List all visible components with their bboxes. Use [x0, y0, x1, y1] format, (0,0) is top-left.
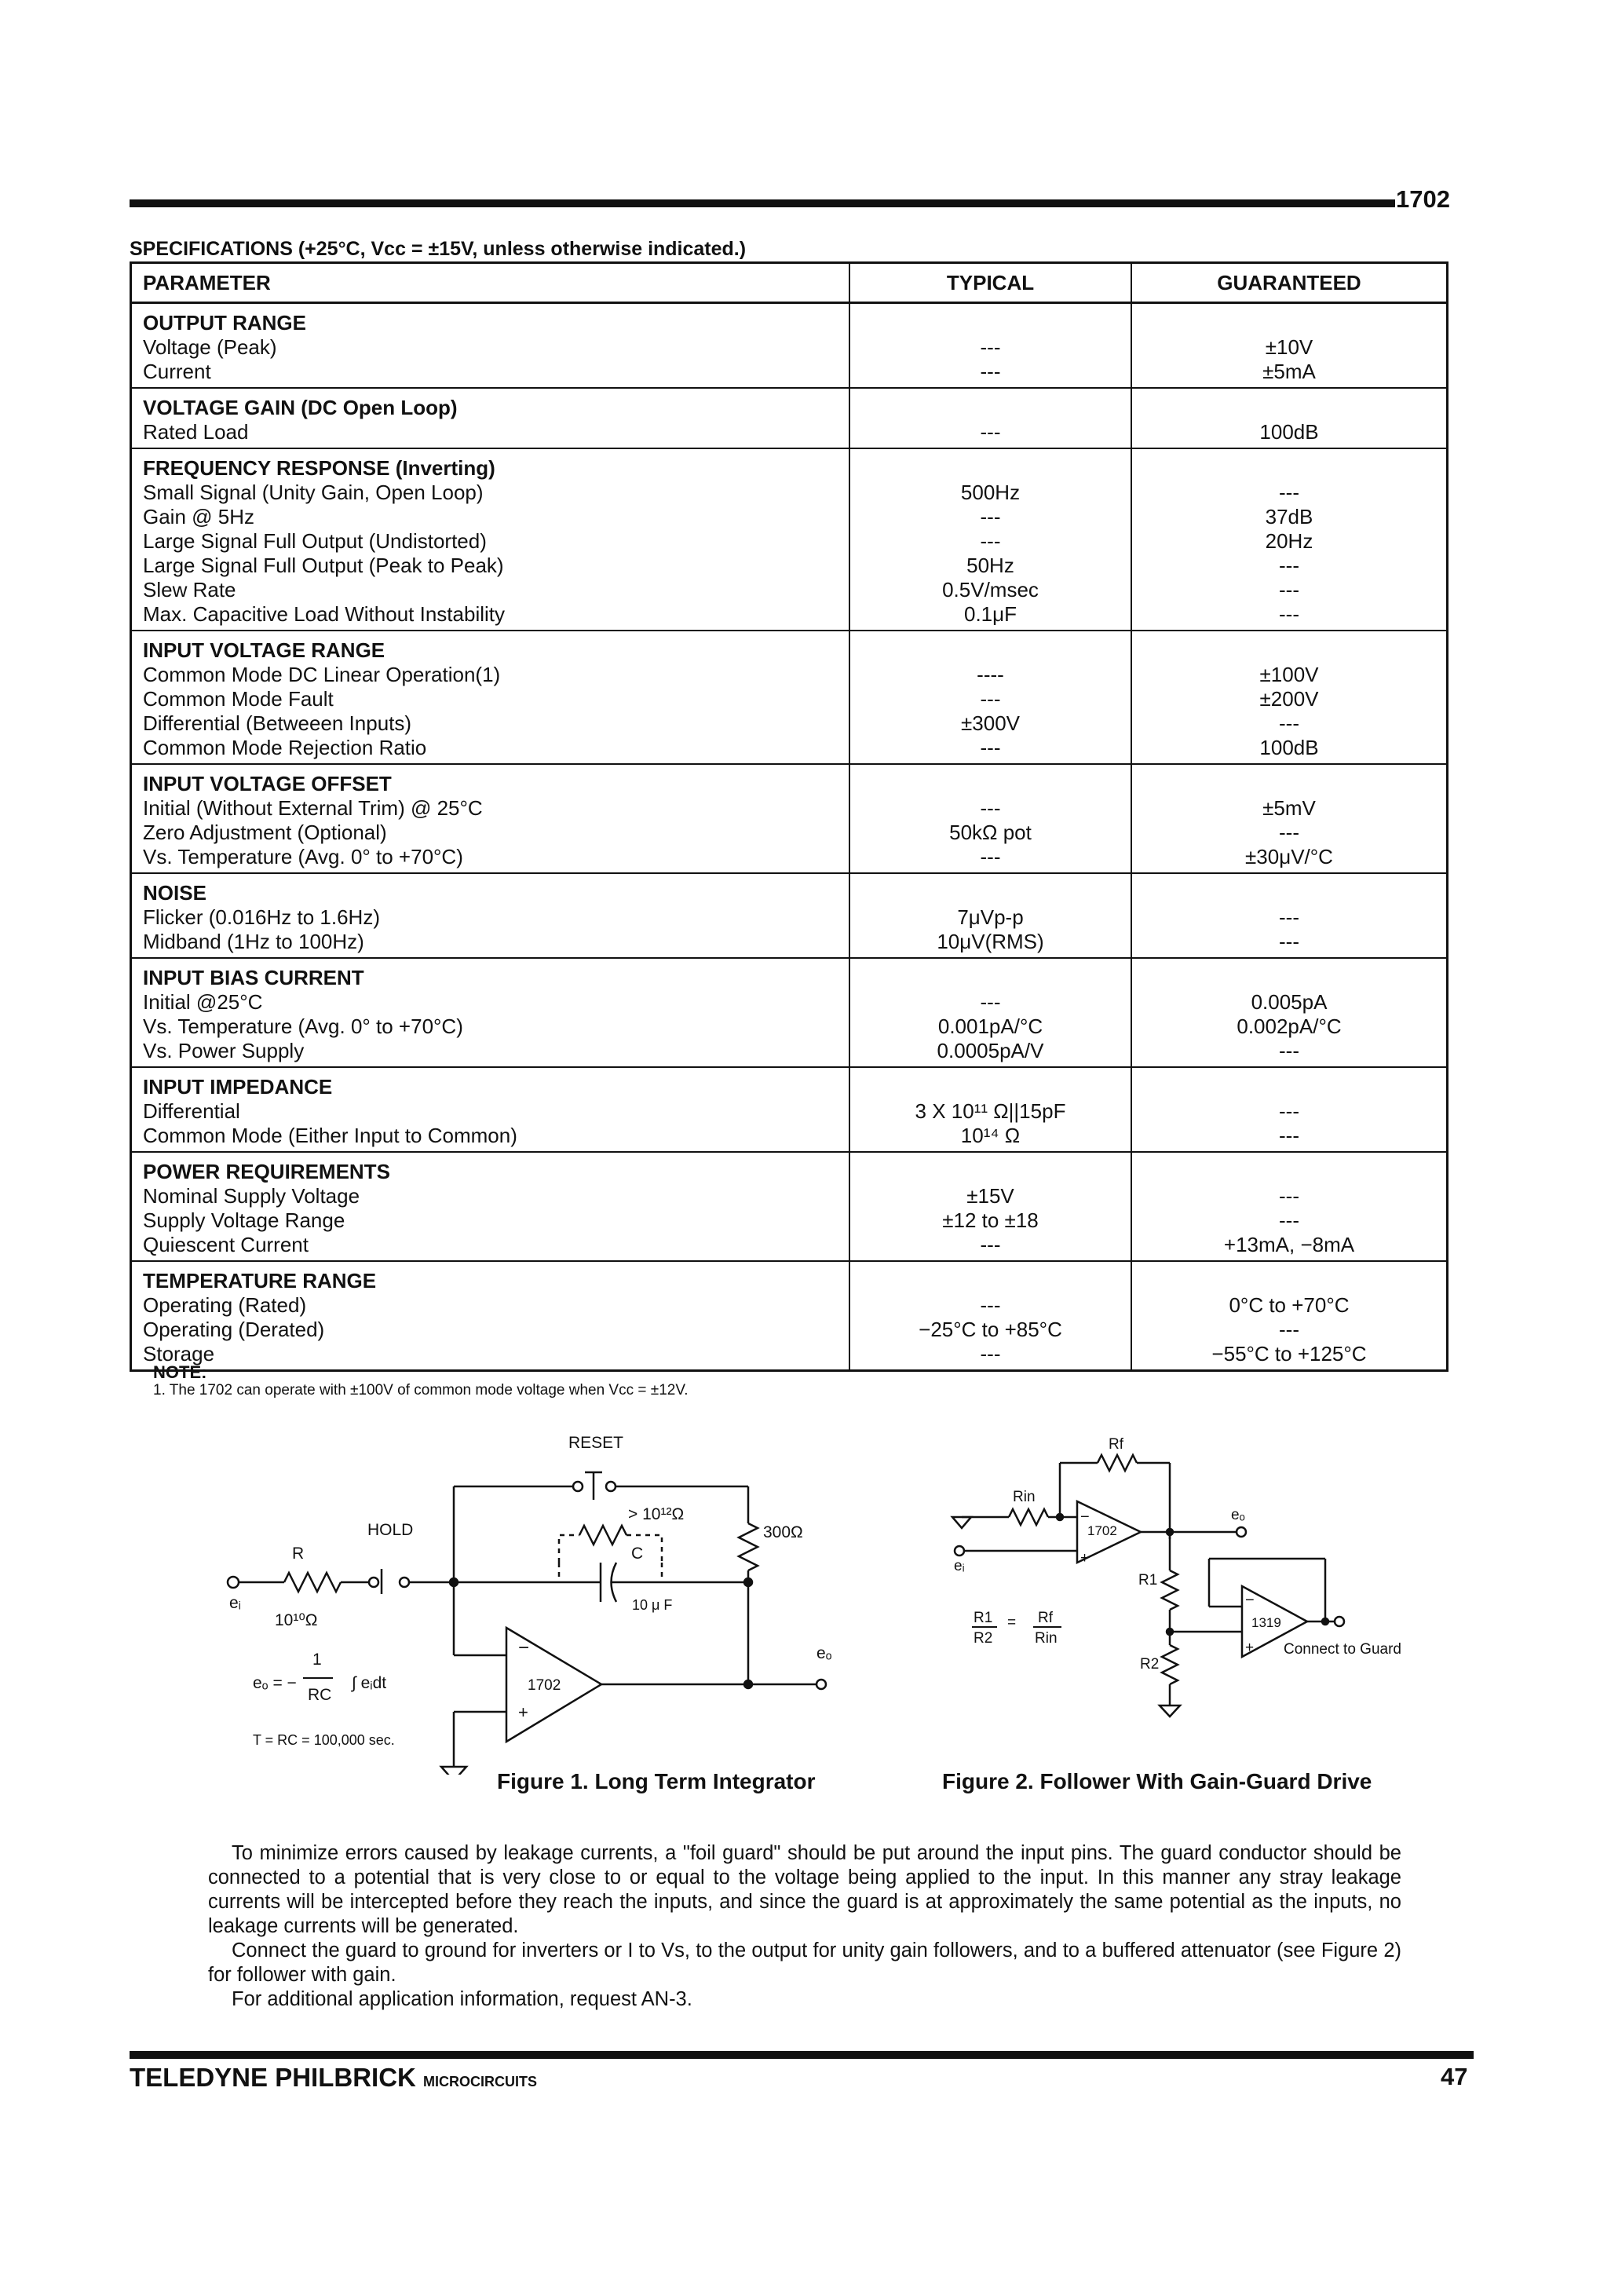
fig1-eq-lhs: eₒ = − — [253, 1674, 297, 1692]
spec-guaranteed-cell — [1132, 449, 1446, 630]
spec-section — [132, 631, 1446, 765]
spec-section-title: NOISE — [143, 881, 206, 905]
spec-param-cell — [132, 1068, 850, 1151]
spec-typical: 50kΩ pot — [949, 821, 1032, 844]
spec-section-title: TEMPERATURE RANGE — [143, 1269, 377, 1292]
fig1-reset-label: RESET — [568, 1434, 624, 1452]
spec-guaranteed: ±5mV — [1262, 796, 1316, 820]
fig1-r-label: R — [292, 1545, 305, 1563]
spec-section-title: INPUT VOLTAGE OFFSET — [143, 772, 392, 795]
spacer — [850, 456, 1131, 481]
spec-param: Gain @ 5Hz — [143, 505, 254, 528]
fig2-amp2: 1319 — [1251, 1615, 1281, 1630]
fig1-plus: + — [518, 1702, 528, 1722]
spec-guaranteed: --- — [1279, 1124, 1299, 1147]
spec-guaranteed: ±5mA — [1262, 360, 1316, 383]
spec-section-title: OUTPUT RANGE — [143, 311, 306, 335]
spacer — [1132, 772, 1446, 796]
spec-typical: ---- — [977, 663, 1004, 686]
spec-typical: 0.1μF — [963, 602, 1017, 626]
spec-typical: --- — [980, 1293, 1001, 1317]
spacer — [850, 1075, 1131, 1099]
spec-typical: 0.001pA/°C — [937, 1015, 1043, 1038]
fig1-ei: eᵢ — [229, 1594, 241, 1612]
fig2-rin: Rin — [1013, 1489, 1036, 1505]
spec-section-title: INPUT BIAS CURRENT — [143, 966, 364, 989]
spec-typical-cell — [850, 1262, 1132, 1369]
spacer — [1132, 311, 1446, 335]
spacer — [1132, 1160, 1446, 1184]
body-text — [208, 1841, 1401, 2012]
spec-guaranteed: ±100V — [1259, 663, 1319, 686]
fig1-amp: 1702 — [528, 1677, 561, 1694]
spec-guaranteed: --- — [1279, 905, 1299, 929]
spec-table-header — [132, 264, 1446, 304]
spec-param-cell — [132, 389, 850, 448]
spec-param: Common Mode Rejection Ratio — [143, 736, 427, 759]
spec-typical-cell — [850, 389, 1132, 448]
spec-typical: --- — [980, 420, 1001, 444]
spec-guaranteed: --- — [1279, 1039, 1299, 1062]
spec-section-title: FREQUENCY RESPONSE (Inverting) — [143, 456, 495, 480]
spacer — [850, 638, 1131, 663]
spec-param: Large Signal Full Output (Peak to Peak) — [143, 554, 504, 577]
spec-guaranteed: ±30μV/°C — [1245, 845, 1333, 868]
spec-guaranteed: --- — [1279, 1318, 1299, 1341]
spec-param: Common Mode (Either Input to Common) — [143, 1124, 517, 1147]
spec-section — [132, 874, 1446, 959]
spec-guaranteed: 100dB — [1259, 736, 1319, 759]
spec-table — [130, 261, 1448, 1372]
spec-param: Quiescent Current — [143, 1233, 309, 1256]
figure2-caption: Figure 2. Follower With Gain-Guard Drive — [942, 1769, 1372, 1793]
spec-typical-cell — [850, 765, 1132, 872]
spec-guaranteed: ±10V — [1265, 335, 1313, 359]
spec-guaranteed-cell — [1132, 959, 1446, 1066]
spacer — [850, 966, 1131, 990]
spec-typical: 10¹⁴ Ω — [960, 1124, 1021, 1147]
footer-page-number: 47 — [1441, 2063, 1468, 2090]
fig2-amp2-plus: + — [1245, 1640, 1255, 1656]
spec-param-cell — [132, 765, 850, 872]
spec-param: Flicker (0.016Hz to 1.6Hz) — [143, 905, 380, 929]
fig1-r300: 300Ω — [763, 1523, 803, 1541]
fig1-eq-den: RC — [308, 1686, 332, 1704]
spec-param: Common Mode Fault — [143, 687, 334, 711]
spec-guaranteed: --- — [1279, 578, 1299, 601]
spec-section — [132, 959, 1446, 1068]
spec-guaranteed: --- — [1279, 821, 1299, 844]
spec-typical-cell — [850, 1153, 1132, 1260]
spec-param-cell — [132, 874, 850, 957]
spec-param: Differential — [143, 1099, 240, 1123]
spec-typical: 7μVp-p — [957, 905, 1024, 929]
fig1-leak-r: > 10¹²Ω — [628, 1505, 685, 1523]
spec-section-title: INPUT VOLTAGE RANGE — [143, 638, 385, 662]
col-header-parameter: PARAMETER — [132, 264, 850, 302]
spec-typical: --- — [980, 990, 1001, 1014]
fig2-eo: eₒ — [1231, 1507, 1245, 1523]
spec-guaranteed: --- — [1279, 930, 1299, 953]
spec-param: Current — [143, 360, 211, 383]
spec-param: Storage — [143, 1342, 215, 1366]
spec-param: Nominal Supply Voltage — [143, 1184, 360, 1208]
spacer — [1132, 396, 1446, 420]
spacer — [1132, 966, 1446, 990]
spec-param: Small Signal (Unity Gain, Open Loop) — [143, 481, 484, 504]
spec-param: Max. Capacitive Load Without Instability — [143, 602, 505, 626]
note-text: 1. The 1702 can operate with ±100V of common mode voltage when Vcc = ±12V. — [153, 1382, 689, 1398]
spec-typical-cell — [850, 631, 1132, 763]
spec-section-title: VOLTAGE GAIN (DC Open Loop) — [143, 396, 458, 419]
fig2-ratio-den1: R2 — [974, 1630, 993, 1647]
spec-typical-cell — [850, 1068, 1132, 1151]
spec-guaranteed: 20Hz — [1265, 529, 1313, 553]
footer-rule — [130, 2051, 1474, 2059]
spec-section — [132, 765, 1446, 874]
col-header-typical: TYPICAL — [850, 264, 1132, 302]
footer-brand — [130, 2063, 537, 2093]
fig1-c-value: 10 μ F — [632, 1597, 673, 1613]
spec-title: SPECIFICATIONS (+25°C, Vcc = ±15V, unless otherwise indicated.) — [130, 238, 747, 260]
fig2-amp1: 1702 — [1087, 1523, 1117, 1538]
spec-guaranteed: --- — [1279, 711, 1299, 735]
fig1-hold-label: HOLD — [367, 1521, 414, 1539]
spec-guaranteed-cell — [1132, 389, 1446, 448]
spec-param: Common Mode DC Linear Operation(1) — [143, 663, 501, 686]
spec-param: Initial @25°C — [143, 990, 263, 1014]
spec-param: Slew Rate — [143, 578, 236, 601]
spec-typical: 500Hz — [960, 481, 1021, 504]
spacer — [1132, 638, 1446, 663]
spec-typical: --- — [980, 529, 1001, 553]
fig1-minus: − — [518, 1637, 530, 1658]
fig2-ratio-num2: Rf — [1038, 1610, 1053, 1626]
fig2-ratio-num1: R1 — [974, 1610, 993, 1626]
spec-param-cell — [132, 959, 850, 1066]
spec-typical-cell — [850, 304, 1132, 387]
spec-typical: 3 X 10¹¹ Ω||15pF — [915, 1099, 1066, 1123]
fig2-amp1-plus: + — [1080, 1550, 1090, 1567]
spec-section-title: INPUT IMPEDANCE — [143, 1075, 333, 1099]
spec-param: Vs. Temperature (Avg. 0° to +70°C) — [143, 845, 463, 868]
spec-param: Supply Voltage Range — [143, 1208, 345, 1232]
spec-section-title: POWER REQUIREMENTS — [143, 1160, 390, 1183]
fig2-r1: R1 — [1138, 1572, 1158, 1589]
spec-param: Operating (Rated) — [143, 1293, 307, 1317]
spec-typical: --- — [980, 1342, 1001, 1366]
figure1-labels — [229, 1434, 832, 1748]
spec-param-cell — [132, 304, 850, 387]
spec-guaranteed: --- — [1279, 481, 1299, 504]
spec-typical: ±300V — [961, 711, 1020, 735]
col-header-guaranteed: GUARANTEED — [1217, 271, 1361, 294]
fig2-ratio-den2: Rin — [1035, 1630, 1058, 1647]
figure2-labels — [954, 1436, 1401, 1673]
spec-guaranteed-cell — [1132, 874, 1446, 957]
spec-param: Operating (Derated) — [143, 1318, 325, 1341]
spec-param: Large Signal Full Output (Undistorted) — [143, 529, 487, 553]
fig1-c-label: C — [631, 1545, 644, 1563]
body-paragraph-1: To minimize errors caused by leakage currents, a "foil guard" should be put around the input pins. The guard conductor should be connected to a potential that is very close to or equal to the voltage being applied to the input. In this manner any stray leakage currents will be intercepted before they reach the inputs, and since the guard is at approximately the same potential as the inputs, no leakage currents will be generated. — [208, 1842, 1401, 1937]
spec-typical: --- — [980, 736, 1001, 759]
spec-param: Vs. Temperature (Avg. 0° to +70°C) — [143, 1015, 463, 1038]
spacer — [850, 772, 1131, 796]
fig2-rf: Rf — [1109, 1436, 1123, 1453]
spec-typical-cell — [850, 959, 1132, 1066]
spec-typical: ±15V — [966, 1184, 1014, 1208]
spec-section — [132, 449, 1446, 631]
spec-param: Rated Load — [143, 420, 249, 444]
spec-guaranteed-cell — [1132, 765, 1446, 872]
spec-typical-cell — [850, 874, 1132, 957]
spec-typical: --- — [980, 505, 1001, 528]
spec-guaranteed: 0.005pA — [1251, 990, 1328, 1014]
spec-guaranteed-cell — [1132, 631, 1446, 763]
fig1-time-const: T = RC = 100,000 sec. — [253, 1732, 395, 1748]
spec-typical: 10μV(RMS) — [937, 930, 1044, 953]
spec-guaranteed: --- — [1279, 602, 1299, 626]
note-title: NOTE: — [153, 1362, 207, 1382]
spec-guaranteed: --- — [1279, 1099, 1299, 1123]
spec-guaranteed: 0.002pA/°C — [1237, 1015, 1342, 1038]
spec-guaranteed: 0°C to +70°C — [1229, 1293, 1350, 1317]
fig1-eq-rhs: ∫ eᵢdt — [352, 1674, 387, 1692]
footer-brand-small: MICROCIRCUITS — [423, 2074, 538, 2089]
header-page-label: 1702 — [1396, 185, 1450, 213]
spec-guaranteed: --- — [1279, 554, 1299, 577]
spec-param: Midband (1Hz to 100Hz) — [143, 930, 364, 953]
spec-typical: 0.5V/msec — [942, 578, 1039, 601]
spacer — [850, 1160, 1131, 1184]
spacer — [1132, 456, 1446, 481]
spec-param: Zero Adjustment (Optional) — [143, 821, 387, 844]
spec-typical: 0.0005pA/V — [937, 1039, 1044, 1062]
spec-typical: --- — [980, 845, 1001, 868]
spec-typical-cell — [850, 449, 1132, 630]
spacer — [850, 1269, 1131, 1293]
fig2-r2: R2 — [1140, 1656, 1160, 1673]
spec-typical: --- — [980, 360, 1001, 383]
body-paragraph-3: For additional application information, request AN-3. — [232, 1988, 692, 2010]
spec-guaranteed-cell — [1132, 1262, 1446, 1369]
spec-guaranteed: −55°C to +125°C — [1211, 1342, 1367, 1366]
spec-guaranteed-cell — [1132, 1153, 1446, 1260]
spec-section — [132, 1262, 1446, 1369]
spec-section — [132, 304, 1446, 389]
fig2-ei: eᵢ — [954, 1558, 965, 1574]
spacer — [1132, 881, 1446, 905]
spec-section — [132, 389, 1446, 449]
spec-guaranteed: 37dB — [1265, 505, 1313, 528]
spacer — [850, 881, 1131, 905]
spec-guaranteed: +13mA, −8mA — [1223, 1233, 1355, 1256]
fig2-amp2-minus: − — [1245, 1592, 1255, 1609]
spacer — [850, 311, 1131, 335]
spec-typical: --- — [980, 796, 1001, 820]
fig1-eo: eₒ — [816, 1644, 832, 1662]
spacer — [1132, 1075, 1446, 1099]
fig1-r-value: 10¹⁰Ω — [275, 1611, 318, 1629]
figure1-caption: Figure 1. Long Term Integrator — [497, 1769, 816, 1793]
spec-typical: 50Hz — [966, 554, 1014, 577]
spec-section — [132, 1153, 1446, 1262]
spec-param-cell — [132, 449, 850, 630]
spec-typical: --- — [980, 1233, 1001, 1256]
spec-typical: −25°C to +85°C — [919, 1318, 1062, 1341]
spec-param-cell — [132, 1262, 850, 1369]
spec-param: Voltage (Peak) — [143, 335, 277, 359]
spec-section — [132, 1068, 1446, 1153]
circuit-figures — [0, 1429, 1622, 1775]
spec-param: Initial (Without External Trim) @ 25°C — [143, 796, 483, 820]
spec-typical: --- — [980, 335, 1001, 359]
fig2-guard: Connect to Guard — [1284, 1641, 1401, 1658]
spec-guaranteed: --- — [1279, 1184, 1299, 1208]
spacer — [850, 396, 1131, 420]
spec-param: Differential (Betweeen Inputs) — [143, 711, 412, 735]
body-paragraph-2: Connect the guard to ground for inverters or I to Vs, to the output for unity gain followers, and to a buffered attenuator (see Figure 2) for follower with gain. — [208, 1940, 1401, 1986]
spec-guaranteed-cell — [1132, 1068, 1446, 1151]
footer-brand-name: TELEDYNE PHILBRICK — [130, 2063, 416, 2092]
spec-table-body — [132, 304, 1446, 1369]
spec-typical: ±12 to ±18 — [942, 1208, 1039, 1232]
spec-guaranteed: ±200V — [1259, 687, 1319, 711]
spec-param: Vs. Power Supply — [143, 1039, 305, 1062]
spacer — [1132, 1269, 1446, 1293]
fig2-ratio-eq: = — [1007, 1614, 1017, 1631]
spec-guaranteed: --- — [1279, 1208, 1299, 1232]
spec-param-cell — [132, 1153, 850, 1260]
spec-guaranteed-cell — [1132, 304, 1446, 387]
spec-typical: --- — [980, 687, 1001, 711]
spec-param-cell — [132, 631, 850, 763]
header-rule — [130, 199, 1395, 207]
fig1-eq-num: 1 — [312, 1651, 322, 1669]
fig2-amp1-minus: − — [1080, 1508, 1090, 1526]
spec-guaranteed: 100dB — [1259, 420, 1319, 444]
